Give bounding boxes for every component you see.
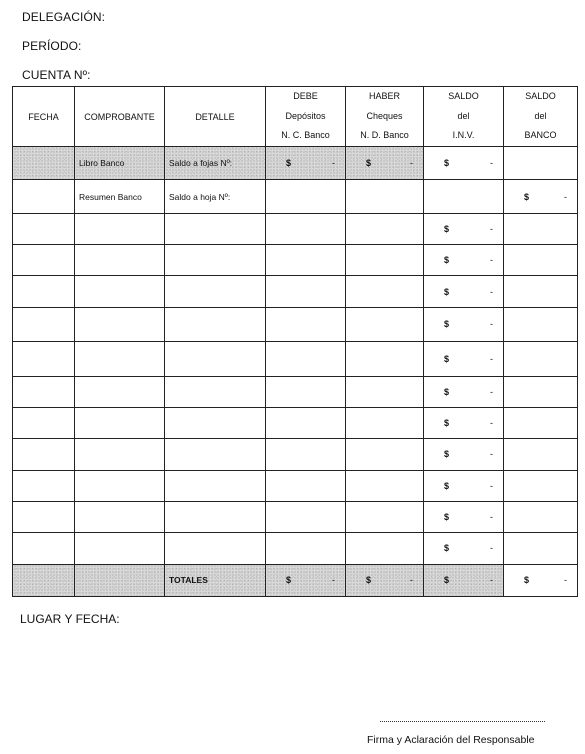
cell-haber[interactable] <box>346 276 424 307</box>
cell-detalle[interactable] <box>165 276 266 307</box>
debe-line-2: Depósitos <box>285 110 326 121</box>
saldo-inv-line-2: del <box>457 110 470 121</box>
currency-sign: $ <box>444 575 450 586</box>
cell-debe-total[interactable] <box>266 564 346 596</box>
table-row <box>13 376 578 407</box>
saldo-inv-line-1: SALDO <box>448 91 479 102</box>
cell-saldo-inv[interactable] <box>424 533 504 564</box>
currency-sign: $ <box>366 575 372 586</box>
cell-detalle[interactable] <box>165 501 266 532</box>
cell-haber[interactable] <box>346 501 424 532</box>
cell-fecha[interactable] <box>13 407 75 438</box>
cell-haber-total[interactable] <box>346 564 424 596</box>
col-header-haber <box>346 87 424 147</box>
debe-line-3: N. C. Banco <box>281 130 330 141</box>
dash: - <box>564 191 567 202</box>
cell-fecha[interactable] <box>13 376 75 407</box>
cell-saldo-banco[interactable] <box>504 276 578 307</box>
cell-detalle[interactable] <box>165 439 266 470</box>
cell-detalle[interactable] <box>165 245 266 276</box>
dash: - <box>490 480 493 491</box>
dash: - <box>564 575 567 586</box>
currency-sign: $ <box>444 319 450 330</box>
cell-fecha[interactable] <box>13 439 75 470</box>
cell-comprobante[interactable] <box>75 245 165 276</box>
cell-debe[interactable] <box>266 307 346 341</box>
cell-debe[interactable] <box>266 147 346 180</box>
currency-sign: $ <box>524 191 530 202</box>
dash: - <box>490 418 493 429</box>
cell-comprobante[interactable] <box>75 342 165 376</box>
saldo-banco-line-1: SALDO <box>525 91 556 102</box>
cell-detalle <box>165 564 266 596</box>
resumen-banco-label: Resumen Banco <box>79 191 142 202</box>
libro-banco-label: Libro Banco <box>79 158 125 169</box>
dash: - <box>490 255 493 266</box>
cell-fecha[interactable] <box>13 470 75 501</box>
saldo-banco-line-2: del <box>534 110 547 121</box>
cell-saldo-inv[interactable] <box>424 213 504 244</box>
currency-sign: $ <box>444 223 450 234</box>
cell-saldo-banco[interactable] <box>504 470 578 501</box>
cuenta-label: CUENTA Nº: <box>22 68 91 82</box>
cell-haber[interactable] <box>346 307 424 341</box>
ledger-table <box>12 86 578 597</box>
dash: - <box>490 158 493 169</box>
currency-sign: $ <box>444 418 450 429</box>
cell-detalle[interactable] <box>165 342 266 376</box>
header-row <box>13 87 578 147</box>
dash: - <box>490 512 493 523</box>
cell-detalle[interactable] <box>165 180 266 213</box>
cell-saldo-inv[interactable] <box>424 276 504 307</box>
delegacion-label: DELEGACIÓN: <box>22 10 106 24</box>
cell-saldo-inv-total[interactable] <box>424 564 504 596</box>
cell-saldo-banco[interactable] <box>504 342 578 376</box>
cell-detalle[interactable] <box>165 533 266 564</box>
cell-saldo-banco[interactable] <box>504 501 578 532</box>
cell-fecha[interactable] <box>13 147 75 180</box>
debe-line-1: DEBE <box>293 91 318 102</box>
col-header-comprobante: COMPROBANTE <box>75 87 165 147</box>
cell-saldo-inv[interactable] <box>424 342 504 376</box>
currency-sign: $ <box>444 480 450 491</box>
cell-saldo-banco[interactable] <box>504 213 578 244</box>
cell-fecha[interactable] <box>13 245 75 276</box>
dash: - <box>490 223 493 234</box>
dash: - <box>332 158 335 169</box>
cell-debe[interactable] <box>266 245 346 276</box>
table-row <box>13 407 578 438</box>
currency-sign: $ <box>366 158 372 169</box>
cell-debe[interactable] <box>266 180 346 213</box>
signature-line <box>380 721 545 722</box>
table-row <box>13 307 578 341</box>
cell-detalle[interactable] <box>165 376 266 407</box>
currency-sign: $ <box>444 512 450 523</box>
table-row <box>13 245 578 276</box>
lugar-fecha-label: LUGAR Y FECHA: <box>20 612 120 626</box>
cell-saldo-banco[interactable] <box>504 407 578 438</box>
saldo-inv-line-3: I.N.V. <box>452 130 475 141</box>
table-row <box>13 501 578 532</box>
row-libro-banco <box>13 147 578 180</box>
cell-detalle[interactable] <box>165 213 266 244</box>
cell-comprobante[interactable] <box>75 533 165 564</box>
cell-comprobante <box>75 564 165 596</box>
currency-sign: $ <box>444 353 450 364</box>
cell-haber[interactable] <box>346 376 424 407</box>
cell-comprobante[interactable] <box>75 470 165 501</box>
dash: - <box>490 575 493 586</box>
cell-debe[interactable] <box>266 439 346 470</box>
cell-haber[interactable] <box>346 533 424 564</box>
cell-fecha[interactable] <box>13 342 75 376</box>
cell-detalle[interactable] <box>165 470 266 501</box>
col-header-saldo-inv <box>424 87 504 147</box>
cell-saldo-inv[interactable] <box>424 147 504 180</box>
dash: - <box>490 353 493 364</box>
cell-comprobante[interactable] <box>75 501 165 532</box>
currency-sign: $ <box>286 575 292 586</box>
cell-fecha[interactable] <box>13 213 75 244</box>
cell-haber[interactable] <box>346 245 424 276</box>
col-header-detalle: DETALLE <box>165 87 266 147</box>
cell-haber[interactable] <box>346 147 424 180</box>
signature-label: Firma y Aclaración del Responsable <box>367 734 535 746</box>
cell-saldo-banco[interactable] <box>504 376 578 407</box>
cell-saldo-inv[interactable] <box>424 470 504 501</box>
cell-fecha[interactable] <box>13 276 75 307</box>
dash: - <box>332 575 335 586</box>
dash: - <box>490 319 493 330</box>
cell-saldo-inv[interactable] <box>424 245 504 276</box>
currency-sign: $ <box>286 158 292 169</box>
haber-line-1: HABER <box>368 91 400 102</box>
dash: - <box>410 158 413 169</box>
cell-debe[interactable] <box>266 470 346 501</box>
cell-debe[interactable] <box>266 213 346 244</box>
cell-debe[interactable] <box>266 342 346 376</box>
dash: - <box>490 543 493 554</box>
cell-debe[interactable] <box>266 533 346 564</box>
cell-saldo-inv[interactable] <box>424 407 504 438</box>
cell-saldo-inv[interactable] <box>424 439 504 470</box>
table-row <box>13 533 578 564</box>
cell-saldo-banco[interactable] <box>504 439 578 470</box>
cell-saldo-inv[interactable] <box>424 180 504 213</box>
totales-label: TOTALES <box>169 575 208 586</box>
table-row <box>13 470 578 501</box>
col-header-debe <box>266 87 346 147</box>
cell-haber[interactable] <box>346 342 424 376</box>
cell-saldo-inv[interactable] <box>424 376 504 407</box>
row-totales <box>13 564 578 596</box>
cell-comprobante[interactable] <box>75 439 165 470</box>
currency-sign: $ <box>444 543 450 554</box>
cell-haber[interactable] <box>346 439 424 470</box>
saldo-banco-line-3: BANCO <box>524 130 557 141</box>
row-resumen-banco <box>13 180 578 213</box>
cell-detalle[interactable] <box>165 407 266 438</box>
cell-saldo-banco[interactable] <box>504 147 578 180</box>
cell-fecha[interactable] <box>13 533 75 564</box>
dash: - <box>410 575 413 586</box>
currency-sign: $ <box>444 158 450 169</box>
cell-fecha[interactable] <box>13 180 75 213</box>
cell-comprobante[interactable] <box>75 376 165 407</box>
col-header-saldo-banco <box>504 87 578 147</box>
cell-haber[interactable] <box>346 470 424 501</box>
cell-comprobante[interactable] <box>75 180 165 213</box>
saldo-fojas-label: Saldo a fojas Nº: <box>169 158 233 169</box>
periodo-label: PERÍODO: <box>22 39 82 53</box>
cell-comprobante[interactable] <box>75 407 165 438</box>
currency-sign: $ <box>444 386 450 397</box>
cell-comprobante[interactable] <box>75 276 165 307</box>
table-row <box>13 342 578 376</box>
currency-sign: $ <box>524 575 530 586</box>
cell-saldo-inv[interactable] <box>424 501 504 532</box>
cell-fecha[interactable] <box>13 307 75 341</box>
cell-comprobante[interactable] <box>75 213 165 244</box>
haber-line-2: Cheques <box>366 110 403 121</box>
cell-saldo-banco[interactable] <box>504 180 578 213</box>
dash: - <box>490 286 493 297</box>
cell-detalle[interactable] <box>165 147 266 180</box>
cell-saldo-banco[interactable] <box>504 245 578 276</box>
cell-haber[interactable] <box>346 407 424 438</box>
haber-line-3: N. D. Banco <box>360 130 409 141</box>
cell-debe[interactable] <box>266 501 346 532</box>
table-row <box>13 276 578 307</box>
table-row <box>13 439 578 470</box>
cell-debe[interactable] <box>266 276 346 307</box>
currency-sign: $ <box>444 449 450 460</box>
cell-fecha <box>13 564 75 596</box>
dash: - <box>490 386 493 397</box>
cell-debe[interactable] <box>266 407 346 438</box>
cell-saldo-banco[interactable] <box>504 533 578 564</box>
cell-haber[interactable] <box>346 213 424 244</box>
cell-saldo-banco[interactable] <box>504 307 578 341</box>
cell-saldo-inv[interactable] <box>424 307 504 341</box>
dash: - <box>490 449 493 460</box>
cell-haber[interactable] <box>346 180 424 213</box>
cell-comprobante[interactable] <box>75 147 165 180</box>
cell-saldo-banco-total[interactable] <box>504 564 578 596</box>
table-row <box>13 213 578 244</box>
currency-sign: $ <box>444 286 450 297</box>
cell-comprobante[interactable] <box>75 307 165 341</box>
saldo-hoja-label: Saldo a hoja Nº: <box>169 191 231 202</box>
cell-debe[interactable] <box>266 376 346 407</box>
cell-detalle[interactable] <box>165 307 266 341</box>
col-header-fecha: FECHA <box>13 87 75 147</box>
cell-fecha[interactable] <box>13 501 75 532</box>
currency-sign: $ <box>444 255 450 266</box>
